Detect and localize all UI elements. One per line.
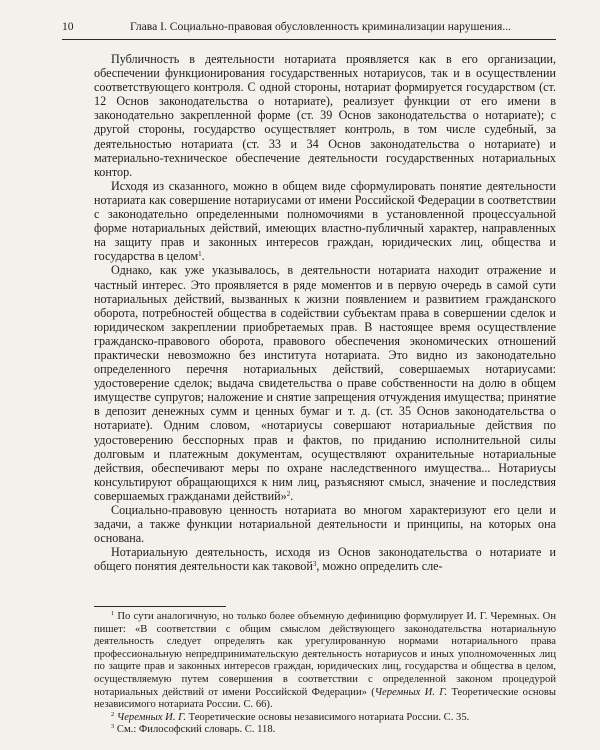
running-title: Глава I. Социально-правовая обусловленность криминализации нарушения... <box>130 20 512 33</box>
footnote-ref-1[interactable]: 1 <box>198 250 202 259</box>
footnote-1-mark: 1 <box>111 610 115 617</box>
footnote-rule <box>94 606 226 607</box>
paragraph-2-end: . <box>201 249 205 264</box>
footnote-ref-2[interactable]: 2 <box>286 489 291 498</box>
footnote-2-mark: 2 <box>111 710 115 718</box>
footnote-3-text: См.: Философский словарь. С. 118. <box>116 724 276 736</box>
footnote-1-author: Черемных И. Г. <box>374 686 448 698</box>
paragraph-3 <box>94 263 556 503</box>
paragraph-5-end: , можно определить сле- <box>316 559 443 574</box>
footnote-3-mark: 3 <box>111 723 115 731</box>
paragraph-3-text: Однако, как уже указывалось, в деятельности нотариата находит отражение и частный интерес. Это проявляется в ряде моментов и в первую очередь в самой сути нотариальных действий, вызванных к жизни появлением и развитием гражданского оборота, потребностей общества в содействии субъектам права в совершении сделок и юридическом закреплении приобретаемых прав. В настоящее время осуществление гражданско-правового оборота, правового обеспечения экономических отношений практически невозможно без института нотариата. Это видно из законодательно определенного перечня нотариальных действий, совершаемых нотариусами: удостоверение сделок; выдача свидетельства о праве собственности на долю в общем имуществе супругов; наложение и снятие запрещения отчуждения имущества; принятие в депозит денежных сумм и ценных бумаг и т. д. (ст. 35 Основ законодательства о нотариате). Одним словом, «нотариусы совершают нотариальные действия по удостоверению бесспорных прав и фактов, по приданию исполнительной силы долговым и платежным документам, осуществляют охранительные нотариальные действия, обеспечивают меры по охране наследственного имущества... Нотариусы консультируют обращающихся к ним лиц, разъясняют смысл, значение и последствия совершаемых гражданами действий» <box>94 263 556 503</box>
footnote-2-author: Черемных И. Г. <box>116 711 187 723</box>
footnotes <box>94 611 556 737</box>
header-rule <box>62 39 556 40</box>
footnote-ref-3[interactable]: 3 <box>312 560 317 569</box>
footnote-1 <box>94 611 556 712</box>
footnote-2-tail: Теоретические основы независимого нотариата России. С. 35. <box>186 711 470 723</box>
paragraph-2-text: Исходя из сказанного, можно в общем виде сформулировать понятие деятельности нотариата как совершение нотариусами от имени Российской Федерации в соответствии с законодательно определенными полномочиями в установленной процессуальной форме нотариальных действий, имеющих властно-публичный характер, направленных на защиту прав и законных интересов граждан, юридических лиц, общества и государства в целом <box>94 178 556 264</box>
paragraph-2 <box>94 179 556 264</box>
paragraph-1: Публичность в деятельности нотариата проявляется как в его организации, обеспечении функционирования государственных нотариусов, так и в осуществлении соответствующего контроля. С одной стороны, нотариат формируется государством (ст. 12 Основ законодательства о нотариате), реализует функции от его имени в законодательно закрепленной форме (ст. 39 Основ законодательства о нотариате); с другой стороны, государство осуществляет контроль, в том числе судебный, за деятельностью нотариата (ст. 33 и 34 Основ законодательства о нотариате) и материально-техническое обеспечение деятельности государственных нотариальных контор. <box>94 52 556 179</box>
footnote-1-text: По сути аналогичную, но только более объемную дефиницию формулирует И. Г. Черемных. Он пишет: «В соответствии с общим смыслом действующего законодательства нотариальную деятельность следует определять как урегулированную нормами нотариального права профессиональную непредпринимательскую деятельность нотариусов и иных уполномоченных лиц по защите прав и законных интересов граждан, юридических лиц, государства и общества в целом, осуществляемую путем совершения в соответствии с определенной законом процедурой нотариальных действий от имени Российской Федерации» ( <box>94 611 556 698</box>
running-header <box>62 20 556 34</box>
footnote-3 <box>94 724 556 737</box>
paragraph-4: Социально-правовую ценность нотариата во многом характеризуют его цели и задачи, а также функции нотариальной деятельности и принципы, на которых она основана. <box>94 503 556 546</box>
paragraph-5 <box>94 545 556 573</box>
paragraph-3-end: . <box>290 488 294 503</box>
page-number: 10 <box>62 20 74 33</box>
footnote-1-tail: Теоретические основы независимого нотариата России. С. 66). <box>94 686 556 711</box>
paragraph-5-text: Нотариальную деятельность, исходя из Основ законодательства о нотариате и общего понятия деятельности как таковой <box>94 545 556 574</box>
footnote-2 <box>94 712 556 725</box>
main-text <box>94 52 556 573</box>
